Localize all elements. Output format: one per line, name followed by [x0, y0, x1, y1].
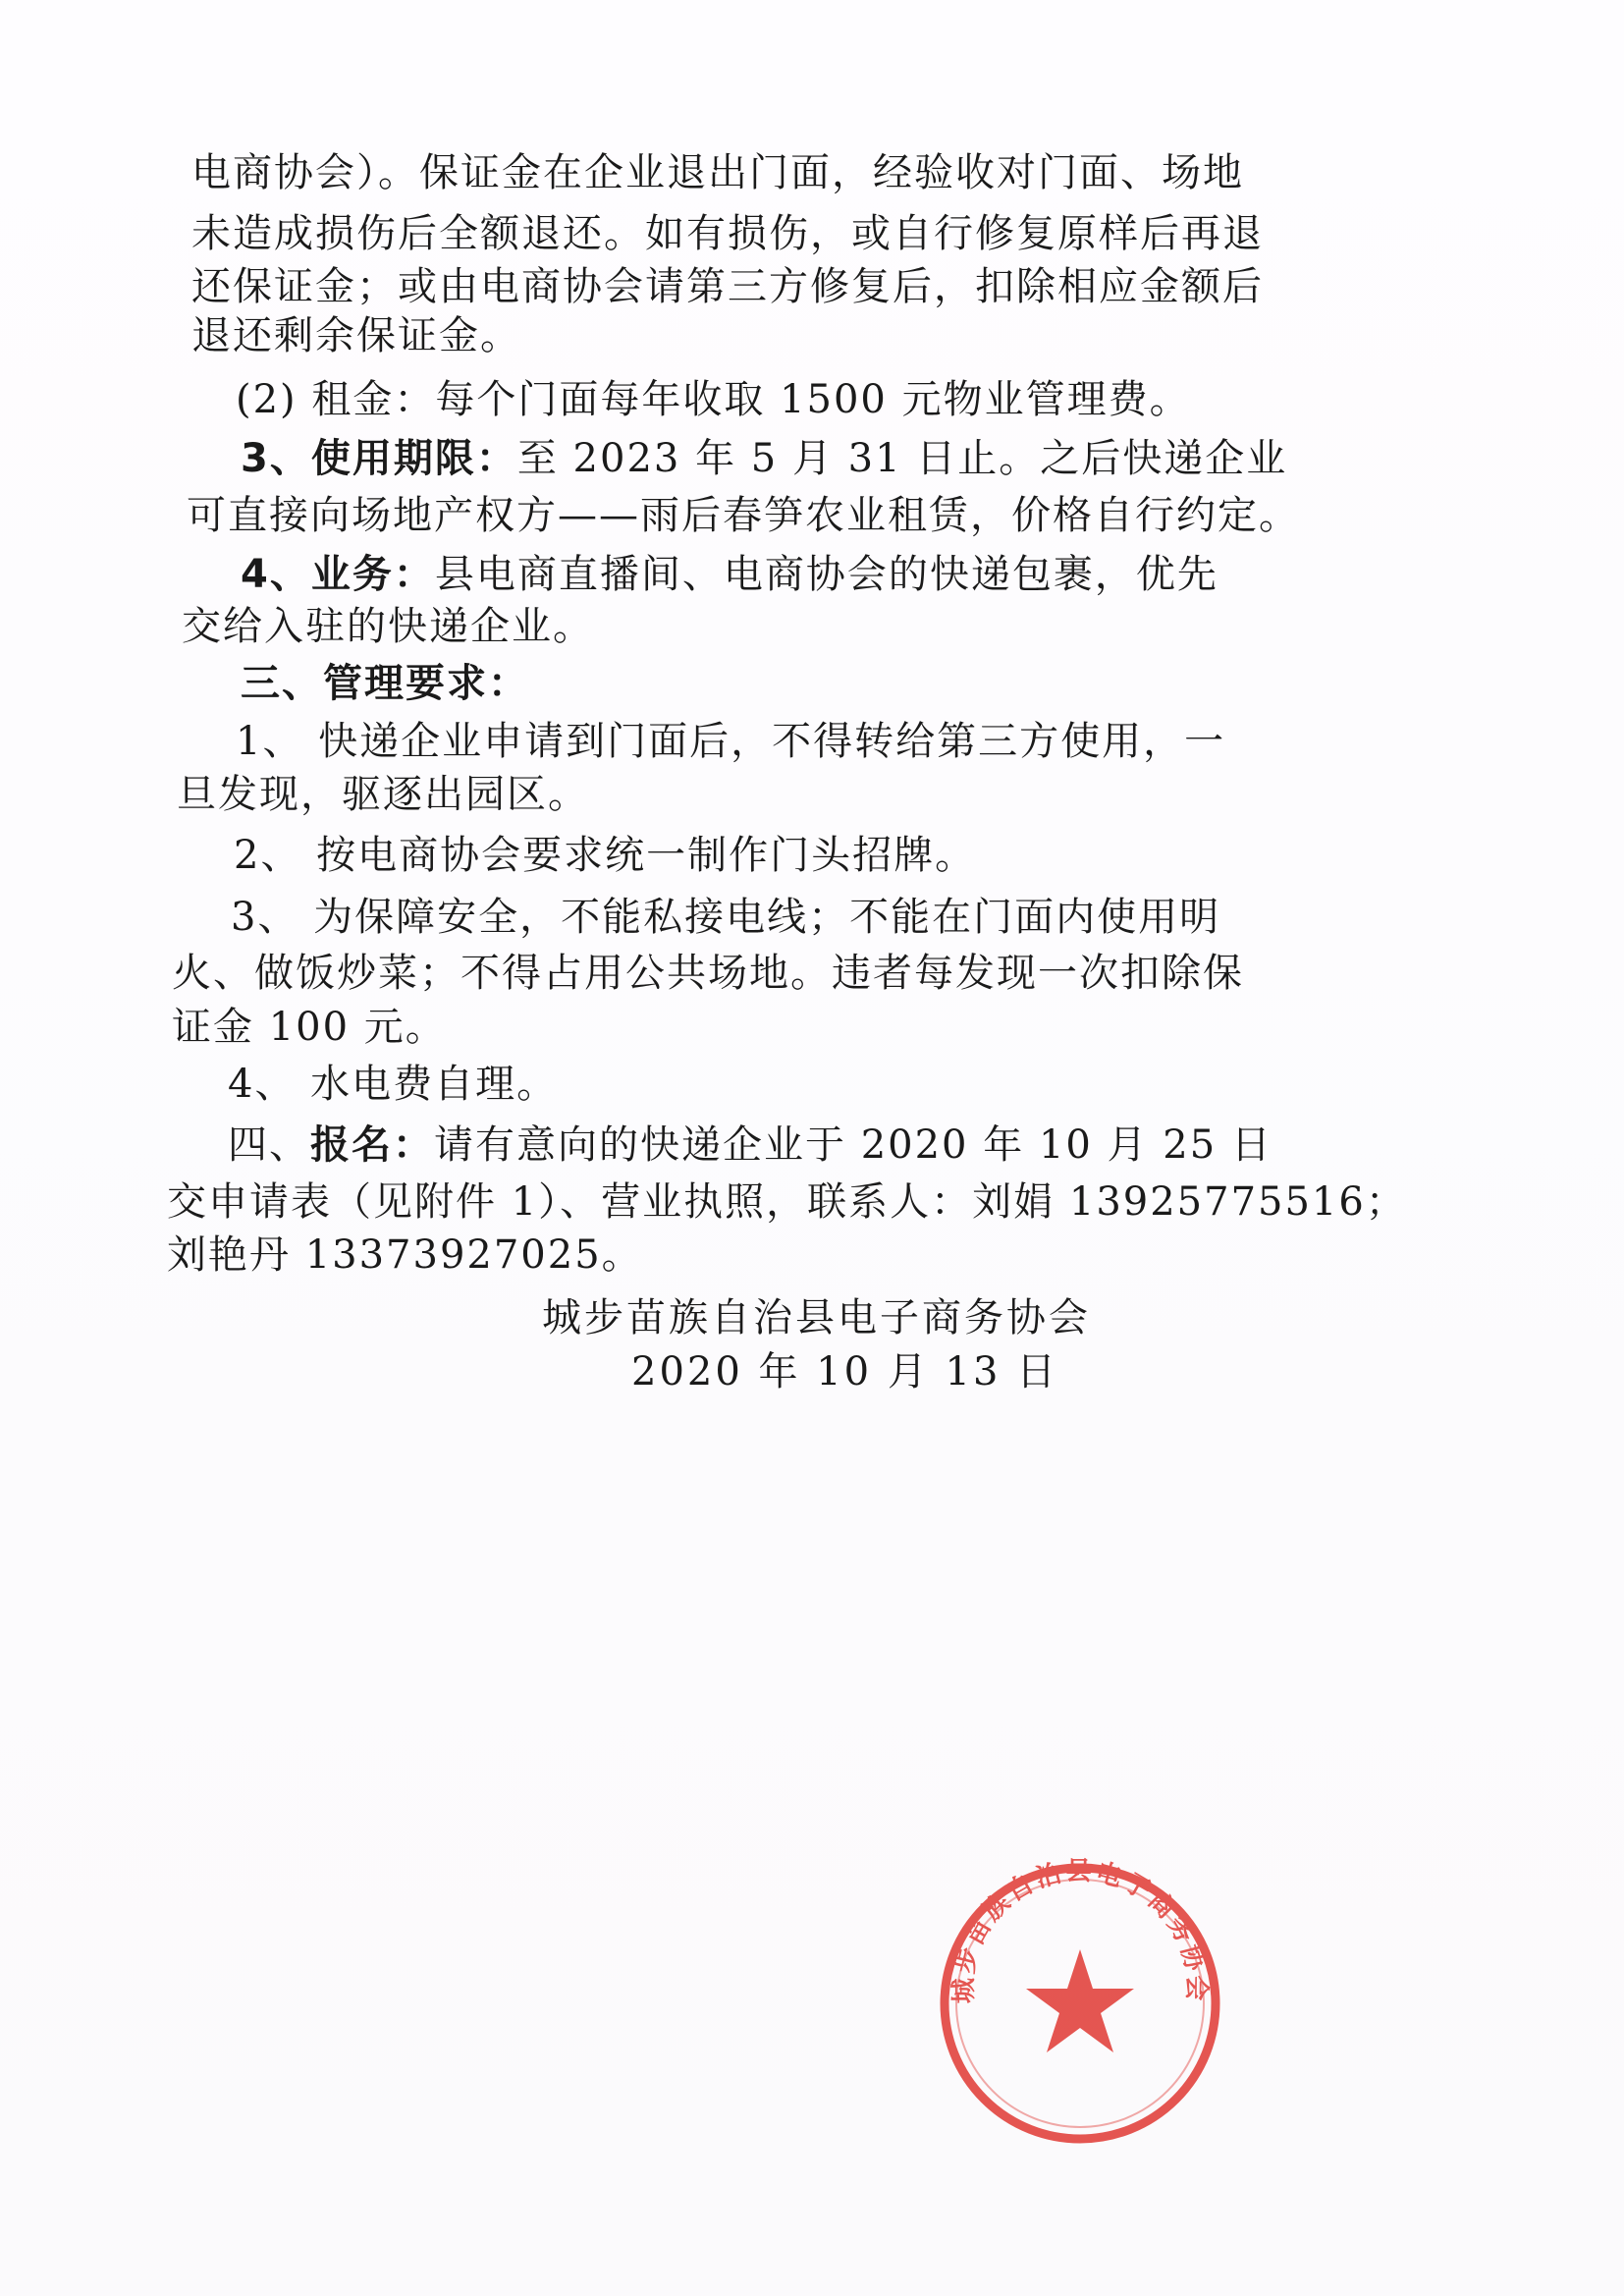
paragraph-line: 刘艳丹 13373927025。 [167, 1232, 643, 1278]
registration-prefix: 四、 [228, 1122, 310, 1168]
seal-text: 城步苗族自治县电子商务协会 [948, 1857, 1212, 2004]
period-clause [241, 435, 1287, 482]
business-clause [241, 551, 1218, 598]
business-text: 县电商直播间、电商协会的快递包裹，优先 [434, 552, 1218, 597]
business-label: 4、业务： [241, 552, 435, 597]
rule-item: 1、 快递企业申请到门面后，不得转给第三方使用，一 [236, 719, 1226, 764]
issue-date: 2020 年 10 月 13 日 [631, 1349, 1059, 1394]
paragraph-line: 可直接向场地产权方——雨后春笋农业租赁，价格自行约定。 [187, 493, 1300, 538]
rule-item: 4、 水电费自理。 [228, 1062, 559, 1107]
period-label: 3、使用期限： [241, 436, 517, 481]
rule-item: 3、 为保障安全，不能私接电线；不能在门面内使用明 [231, 895, 1221, 940]
paragraph-line: 交给入驻的快递企业。 [182, 604, 594, 649]
period-text: 至 2023 年 5 月 31 日止。之后快递企业 [516, 436, 1288, 481]
section-heading: 三、管理要求： [241, 661, 529, 706]
paragraph-line: 火、做饭炒菜；不得占用公共场地。违者每发现一次扣除保 [172, 951, 1244, 996]
paragraph-line: 旦发现，驱逐出园区。 [177, 772, 589, 817]
rent-clause: (2) 租金：每个门面每年收取 1500 元物业管理费。 [236, 377, 1191, 422]
paragraph-line: 退还剩余保证金。 [191, 313, 521, 358]
paragraph-line: 交申请表（见附件 1）、营业执照，联系人：刘娟 13925775516； [167, 1179, 1407, 1225]
rule-item: 2、 按电商协会要求统一制作门头招牌。 [234, 833, 977, 878]
registration-label: 报名： [310, 1122, 434, 1168]
seal-star-icon [1026, 1949, 1134, 2052]
paragraph-line: 证金 100 元。 [172, 1005, 447, 1050]
registration-clause [228, 1121, 1272, 1169]
official-seal [933, 1856, 1227, 2151]
paragraph-line: 电商协会）。保证金在企业退出门面，经验收对门面、场地 [191, 150, 1244, 195]
registration-text: 请有意向的快递企业于 2020 年 10 月 25 日 [434, 1122, 1272, 1168]
paragraph-line: 未造成损伤后全额退还。如有损伤，或自行修复原样后再退 [191, 211, 1264, 256]
issuer-name: 城步苗族自治县电子商务协会 [542, 1295, 1091, 1340]
paragraph-line: 还保证金；或由电商协会请第三方修复后，扣除相应金额后 [191, 264, 1264, 309]
